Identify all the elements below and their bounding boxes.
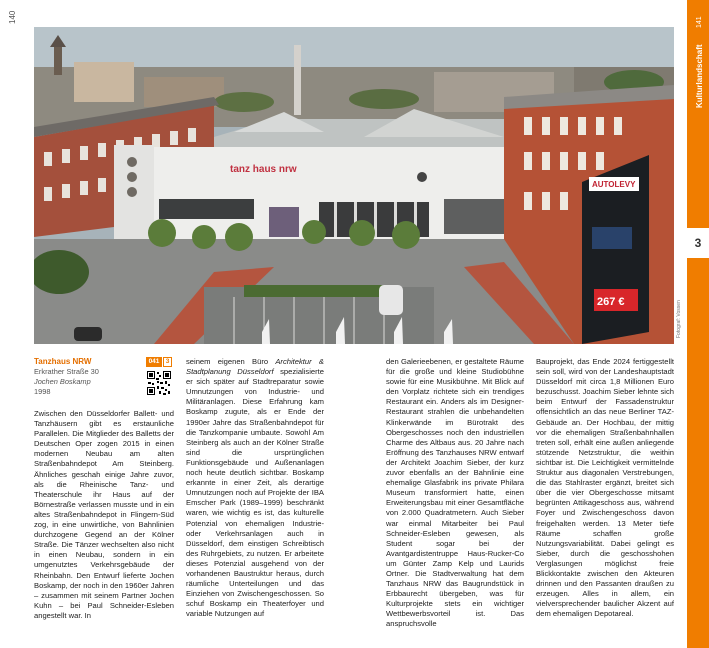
entry-title: Tanzhaus NRW — [34, 357, 92, 366]
entry-address: Erkrather Straße 30 — [34, 367, 99, 377]
billboard-price: 267 € — [597, 296, 625, 308]
entry-architect: Jochen Boskamp — [34, 377, 91, 387]
page-number-left: 140 — [8, 10, 17, 24]
side-tab-top — [687, 0, 709, 228]
photo-illustration — [34, 27, 674, 344]
qr-code-icon[interactable] — [146, 370, 172, 396]
article-column-4: Bauprojekt, das Ende 2024 fertiggestellt sein soll, wird von der Landeshauptstadt Düsseldorf mit circa 1,8 Millionen Euro bezuschusst. Joachim Sieber lehnte sich beim Entwurf der Fassadenstruktur offensichtlich an das neue Berliner TAZ-Gebäude an. Der Hochbau, der mittig vor die ehemaligen Straßenbahnhallen treten soll, erhält eine außen anliegende stützende Netzstruktur, die weithin sichtbar ist. Die Leichtigkeit vermittelnde Struktur aus diagonalen Verstrebungen, die das Stahlraster ergänzt, breitet sich über die vier Obergeschosse mitsamt begrünten Attikageschoss aus, während Foyer und Zwischengeschoss davon freigehalten werden. 13 Meter tiefe Räume schaffen große Nutzungsvariabilität. Dabei gelingt es Sieber, durch die geschosshohen Verglasungen möglichst freie Blickkontakte zwischen den Akteuren drinnen und den Passanten draußen zu erzeugen. Alles in allem, ein vielversprechender baulicher Akzent auf dem ehemaligen Depotareal. — [536, 357, 674, 619]
article-column-3: den Galerieebenen, er gestaltete Räume für die große und kleine Studiobühne sowie für eine Musikbühne. Mit Blick auf den Vorplatz richtete sich ein trendiges Restaurant ein. Anders als im Designer-Restaurant strahlen die unbehandelten Klinkerwände im Bürotrakt des Obergeschosses noch den industriellen Charme des Altbaus aus. 20 Jahre nach Eröffnung des Tanzhauses NRW entwarf der Architekt Joachim Sieber, der kurz zuvor ebenfalls an der Bahnlinie eine ehemalige Glasfabrik ins private Philara Museum transformiert hatte, einen Erweiterungsbau mit einer Gesamtfläche von 2.000 Quadratmetern. Auch Sieber war einmal Mitarbeiter bei Paul Schneider-Esleben gewesen, als Student sogar bei der Avantgardistentruppe Haus-Rucker-Co um Günter Zamp Kelp und Laurids Ortner. Die Stadtverwaltung hat dem Tanzhaus NRW das Baugrundstück in Erbbaurecht übergeben, was für Kulturprojekte stets ein wichtiger Wettbewerbsvorteil ist. Das anspruchsvolle — [386, 357, 524, 629]
photo-credit: Fotograf: Vossen — [676, 300, 682, 338]
facade-sign: tanz haus nrw — [230, 164, 297, 175]
building-photo — [34, 27, 674, 344]
page-number-right: 141 — [696, 16, 703, 28]
badge-number: 041 — [146, 357, 162, 367]
article-column-1: Zwischen den Düsseldorfer Ballett- und Tanzhäusern gibt es erstaunliche Parallelen. Die Mitglieder des Balletts der Deutschen Oper zogen 2015 in einen modernen Neubau am alten Straßenbahndepot Am Steinberg. Ähnliches geschah einige Jahre zuvor, als die Rheinische Tanz- und Theaterschule ihr Haus auf der Börnestraße verlassen musste und in ein altes Straßenbahndepot in Flingern-Süd zog, in eine unwirtliche, von Bahnlinien durchzogene Gegend an der Kölner Straße. Die Tänzer wechselten also nicht in einen Neubau, sondern in ein umgenutztes Verkehrsgebäude der Rheinbahn. Den Entwurf lieferte Jochen Boskamp, der noch in den 1960er Jahren – zusammen mit seinem Partner Jochen Kuhn – bei Paul Schneider-Esleben angestellt war. In — [34, 409, 174, 620]
entry-year: 1998 — [34, 387, 51, 397]
entry-badge — [146, 357, 172, 367]
side-tab-bottom — [687, 258, 709, 648]
badge-chapter: 3 — [163, 357, 172, 367]
col2-intro: seinem eigenen Büro — [186, 357, 276, 366]
col2-firm-name: Architektur & Stadtplanung Düsseldorf — [186, 357, 324, 377]
col2-body: spezialisierte er sich später auf Stadtreparatur sowie Umnutzungen von Industrie- und Militäranlagen. Diese Erfahrung kam Boskamp zugute, als er Ende der 1990er Jahre das Straßenbahndepot für die Tanzkompanie umbaute. Sowohl Am Steinberg als auch an der Kölner Straße sind die ursprünglichen Funktionsgebäude und Außenanlagen noch heute deutlich sichtbar. Boskamp erkannte in einer Zeit, als derartige Umnutzungen noch auf Projekte der IBA Emscher Park (1989–1999) beschränkt waren, wie wichtig es ist, das kulturelle Potenzial von ehemaligen Industrie- oder Verkehrsanlagen auch in Düsseldorf, dem einstigen Schreibtisch des Ruhrgebiets, zu nutzen. Er arbeitete dieses Potenzial ausgehend von der vorhandenen Baustruktur heraus, durch räumliche Unterteilungen und das Einziehen von Zwischengeschossen. So schuf Boskamp ein Theaterfoyer und variable Nutzungen auf — [186, 367, 324, 619]
chapter-number: 3 — [687, 228, 709, 258]
article-column-2 — [186, 357, 324, 619]
billboard-brand: AUTOLEVY — [592, 180, 636, 189]
chapter-label: Kulturlandschaft — [695, 44, 704, 108]
